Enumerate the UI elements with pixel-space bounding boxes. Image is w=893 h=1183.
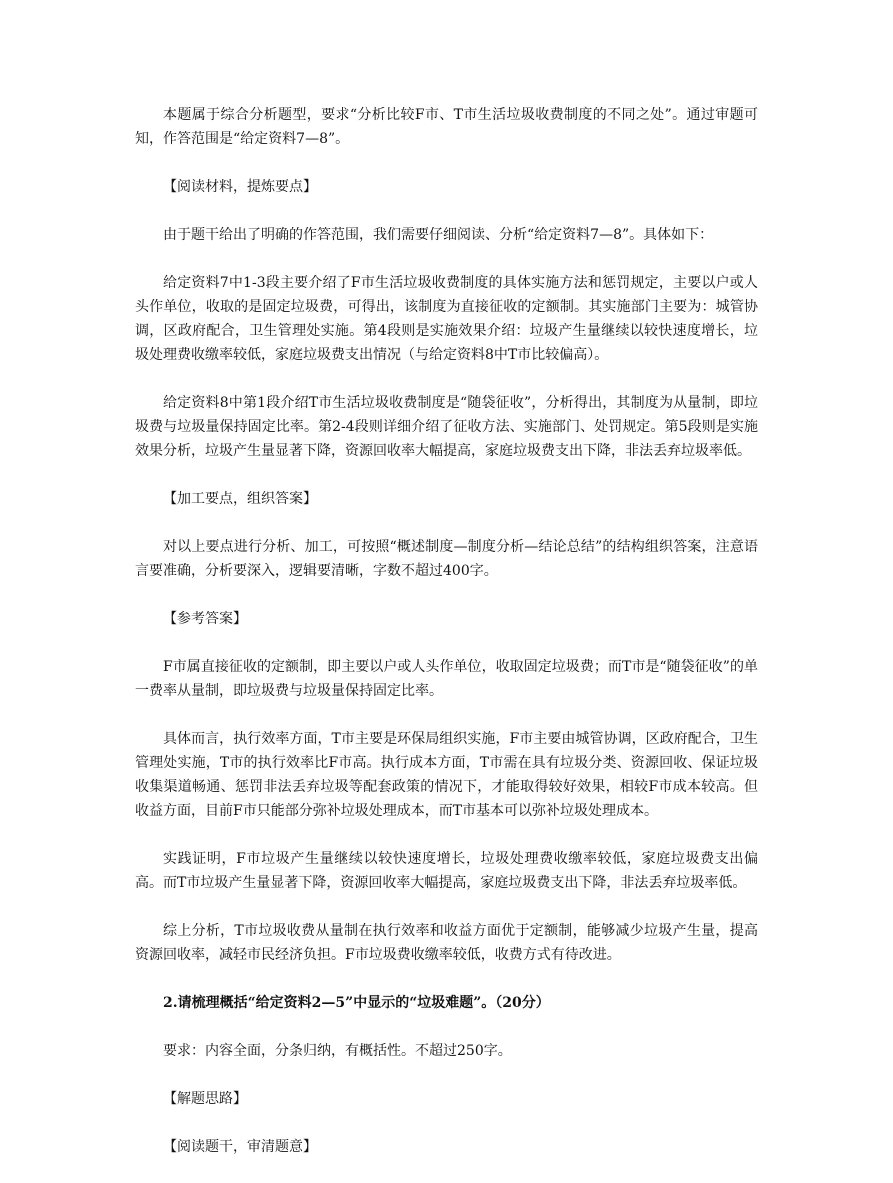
question-2-requirements: 要求：内容全面，分条归纳，有概括性。不超过250字。 [163,1043,512,1059]
paragraph-material-7: 给定资料7中1-3段主要介绍了F市生活垃圾收费制度的具体实施方法和惩罚规定，主要以户或人头作单位，收取的是固定垃圾费，可得出，该制度为直接征收的定额制。其实施部门主要为：城管协调，区政府配合，卫生管理处实施。第4段则是实施效果介绍：垃圾产生量继续以较快速度增长，垃圾处理费收缴率较低，家庭垃圾费支出情况（与给定资料8中T市比较偏高）。 [135,275,758,363]
paragraph-answer-3: 实践证明，F市垃圾产生量继续以较快速度增长，垃圾处理费收缴率较低，家庭垃圾费支出偏高。而T市垃圾产生量显著下降，资源回收率大幅提高，家庭垃圾费支出下降，非法丢弃垃圾率低。 [135,851,758,891]
paragraph-material-8: 给定资料8中第1段介绍T市生活垃圾收费制度是“随袋征收”，分析得出，其制度为从量制，即垃圾费与垃圾量保持固定比率。第2-4段则详细介绍了征收方法、实施部门、处罚规定。第5段则是实施效果分析，垃圾产生量显著下降，资源回收率大幅提高，家庭垃圾费支出下降，非法丢弃垃圾率低。 [135,395,758,459]
section-heading-organize-answer: 【加工要点，组织答案】 [163,491,317,507]
paragraph-answer-1: F市属直接征收的定额制，即主要以户或人头作单位，收取固定垃圾费；而T市是“随袋征收”的单一费率从量制，即垃圾费与垃圾量保持固定比率。 [135,659,758,699]
paragraph-answer-4: 综上分析，T市垃圾收费从量制在执行效率和收益方面优于定额制，能够减少垃圾产生量，提高资源回收率，减轻市民经济负担。F市垃圾费收缴率较低，收费方式有待改进。 [135,923,758,963]
question-2-title: 2.请梳理概括“给定资料2—5”中显示的“垃圾难题”。（20分） [163,995,550,1011]
document-body [135,103,758,1183]
paragraph-answer-2: 具体而言，执行效率方面，T市主要是环保局组织实施，F市主要由城管协调，区政府配合，卫生管理处实施，T市的执行效率比F市高。执行成本方面，T市需在具有垃圾分类、资源回收、保证垃圾收集渠道畅通、惩罚非法丢弃垃圾等配套政策的情况下，才能取得较好效果，相较F市成本较高。但收益方面，目前F市只能部分弥补垃圾处理成本，而T市基本可以弥补垃圾处理成本。 [135,731,758,819]
section-heading-read-material: 【阅读材料，提炼要点】 [163,179,317,195]
paragraph-scope: 由于题干给出了明确的作答范围，我们需要仔细阅读、分析“给定资料7—8”。具体如下： [163,227,714,243]
section-heading-read-question: 【阅读题干，审清题意】 [163,1139,317,1155]
paragraph-answer-structure: 对以上要点进行分析、加工，可按照“概述制度—制度分析—结论总结”的结构组织答案，注意语言要准确，分析要深入，逻辑要清晰，字数不超过400字。 [135,539,758,579]
section-heading-reference-answer: 【参考答案】 [163,611,247,627]
section-heading-solution-approach: 【解题思路】 [163,1091,247,1107]
paragraph-intro: 本题属于综合分析题型，要求“分析比较F市、T市生活垃圾收费制度的不同之处”。通过审题可知，作答范围是“给定资料7—8”。 [135,107,758,147]
